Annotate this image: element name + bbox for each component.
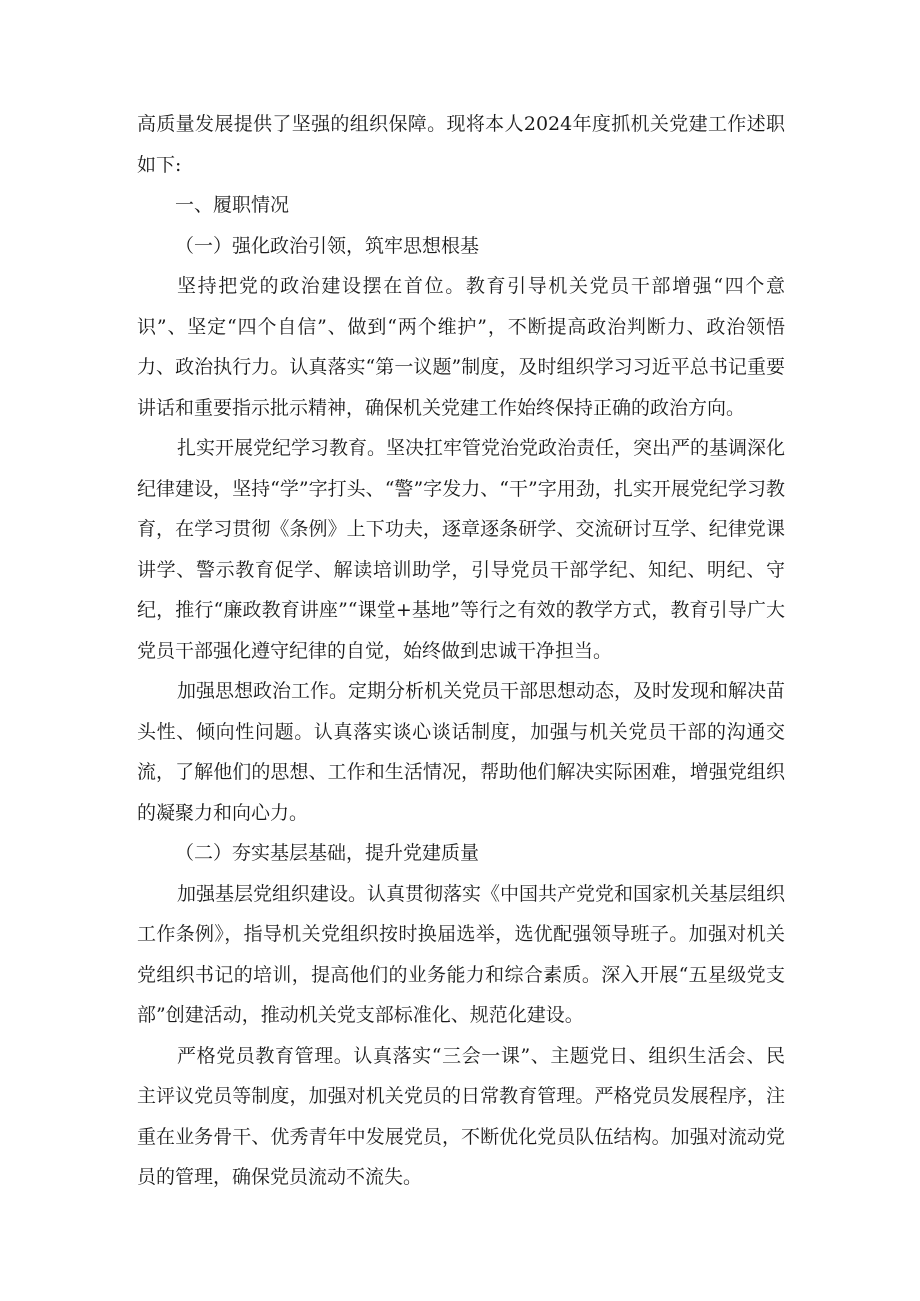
subsection-heading-political-guidance: （一）强化政治引领，筑牢思想根基 <box>175 234 480 257</box>
paragraph-member-management: 严格党员教育管理。认真落实“三会一课”、主题党日、组织生活会、民主评议党员等制度，加强对机关党员的日常教育管理。严格党员发展程序，注重在业务骨干、优秀青年中发展党员，不断优化党员队伍结构。加强对流动党员的管理，确保党员流动不流失。 <box>137 1044 785 1188</box>
paragraph-intro: 高质量发展提供了坚强的组织保障。现将本人2024年度抓机关党建工作述职如下: <box>137 113 785 176</box>
section-heading-performance: 一、履职情况 <box>175 194 290 216</box>
paragraph-grassroots-organization: 加强基层党组织建设。认真贯彻落实《中国共产党党和国家机关基层组织工作条例》，指导机关党组织按时换届选举，选优配强领导班子。加强对机关党组织书记的培训，提高他们的业务能力和综合素质。深入开展“五星级党支部”创建活动，推动机关党支部标准化、规范化建设。 <box>137 882 786 1026</box>
document-body <box>137 104 785 1198</box>
subsection-heading-grassroots: （二）夯实基层基础，提升党建质量 <box>175 842 480 864</box>
paragraph-political-construction: 坚持把党的政治建设摆在首位。教育引导机关党员干部增强“四个意识”、坚定“四个自信”、做到“两个维护”，不断提高政治判断力、政治领悟力、政治执行力。认真落实“第一议题”制度，及时组织学习习近平总书记重要讲话和重要指示批示精神，确保机关党建工作始终保持正确的政治方向。 <box>137 275 785 419</box>
paragraph-ideological-work: 加强思想政治工作。定期分析机关党员干部思想动态，及时发现和解决苗头性、倾向性问题。认真落实谈心谈话制度，加强与机关党员干部的沟通交流，了解他们的思想、工作和生活情况，帮助他们解决实际困难，增强党组织的凝聚力和向心力。 <box>137 680 786 824</box>
paragraph-discipline-education: 扎实开展党纪学习教育。坚决扛牢管党治党政治责任，突出严的基调深化纪律建设，坚持“学”字打头、“警”字发力、“干”字用劲，扎实开展党纪学习教育，在学习贯彻《条例》上下功夫，逐章逐条研学、交流研讨互学、纪律党课讲学、警示教育促学、解读培训助学，引导党员干部学纪、知纪、明纪、守纪，推行“廉政教育讲座”“课堂+基地”等行之有效的教学方式，教育引导广大党员干部强化遵守纪律的自觉，始终做到忠诚干净担当。 <box>137 437 786 662</box>
